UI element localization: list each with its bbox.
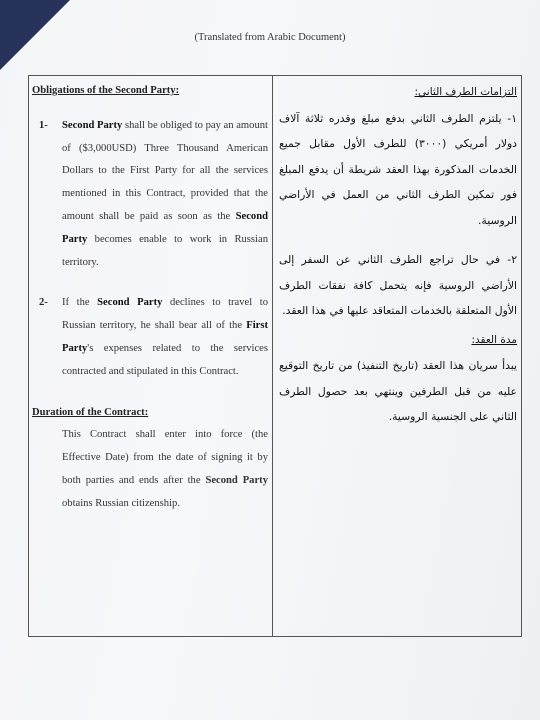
duration-text: This Contract shall enter into force (the Effective Date) from the date of signing it by both parties and ends after the Second Party obtains Russian citizenship. (62, 429, 268, 509)
column-divider (272, 76, 273, 636)
arabic-duration-heading: مدة العقد: (471, 333, 517, 346)
obligation-item-2 (32, 292, 268, 383)
obligations-heading: Obligations of the Second Party: (32, 85, 180, 96)
item-text: 's expenses related to the services contracted and stipulated in this Contract. (62, 342, 268, 377)
duration-heading: Duration of the Contract: (32, 406, 149, 418)
arabic-item-2: ٢- في حال تراجع الطرف الثاني عن السفر إلى الأراضي الروسية فإنه يتحمل كافة نفقات الطرف الأول المتعلقة بالخدمات المتعاقد عليها في هذا العقد. (279, 253, 517, 317)
obligation-item-1 (32, 115, 268, 275)
item-number: 1- (39, 119, 48, 131)
arabic-obligations-heading: التزامات الطرف الثاني: (414, 86, 517, 98)
arabic-item-1: ١- يلتزم الطرف الثاني بدفع مبلغ وقدره ثلاثة آلاف دولار أمريكي (٣٠٠٠) للطرف الأول مقابل جميع الخدمات المذكورة بهذا العقد شريطة أن يدفع المبلغ فور تمكين الطرف الثاني من العمل في الأراضي الروسية. (279, 111, 517, 227)
item-text: shall be obliged to pay an amount of ($3,000USD) Three Thousand American Dollars to the First Party for all the services mentioned in this Contract, provided that the amount shall be paid as soon as the (62, 119, 268, 222)
translation-header: (Translated from Arabic Document) (194, 32, 346, 43)
party-name: Second Party (62, 119, 123, 131)
party-name: First Party (62, 320, 268, 354)
item-text: If the (62, 297, 98, 309)
contract-table (28, 75, 522, 637)
party-name: Second Party (205, 474, 268, 486)
party-name: Second Party (97, 297, 163, 309)
item-text: becomes enable to work in Russian territory. (62, 233, 268, 268)
item-number: 2- (39, 297, 48, 309)
arabic-duration-text: يبدأ سريان هذا العقد (تاريخ التنفيذ) من تاريخ التوقيع عليه من قبل الطرفين وينتهي بعد حصول الطرف الثاني على الجنسية الروسية. (279, 359, 517, 423)
english-column (32, 80, 268, 516)
arabic-column (279, 80, 517, 430)
item-text: declines to travel to Russian territory, he shall bear all of the (62, 297, 269, 332)
party-name: Second Party (62, 210, 268, 245)
